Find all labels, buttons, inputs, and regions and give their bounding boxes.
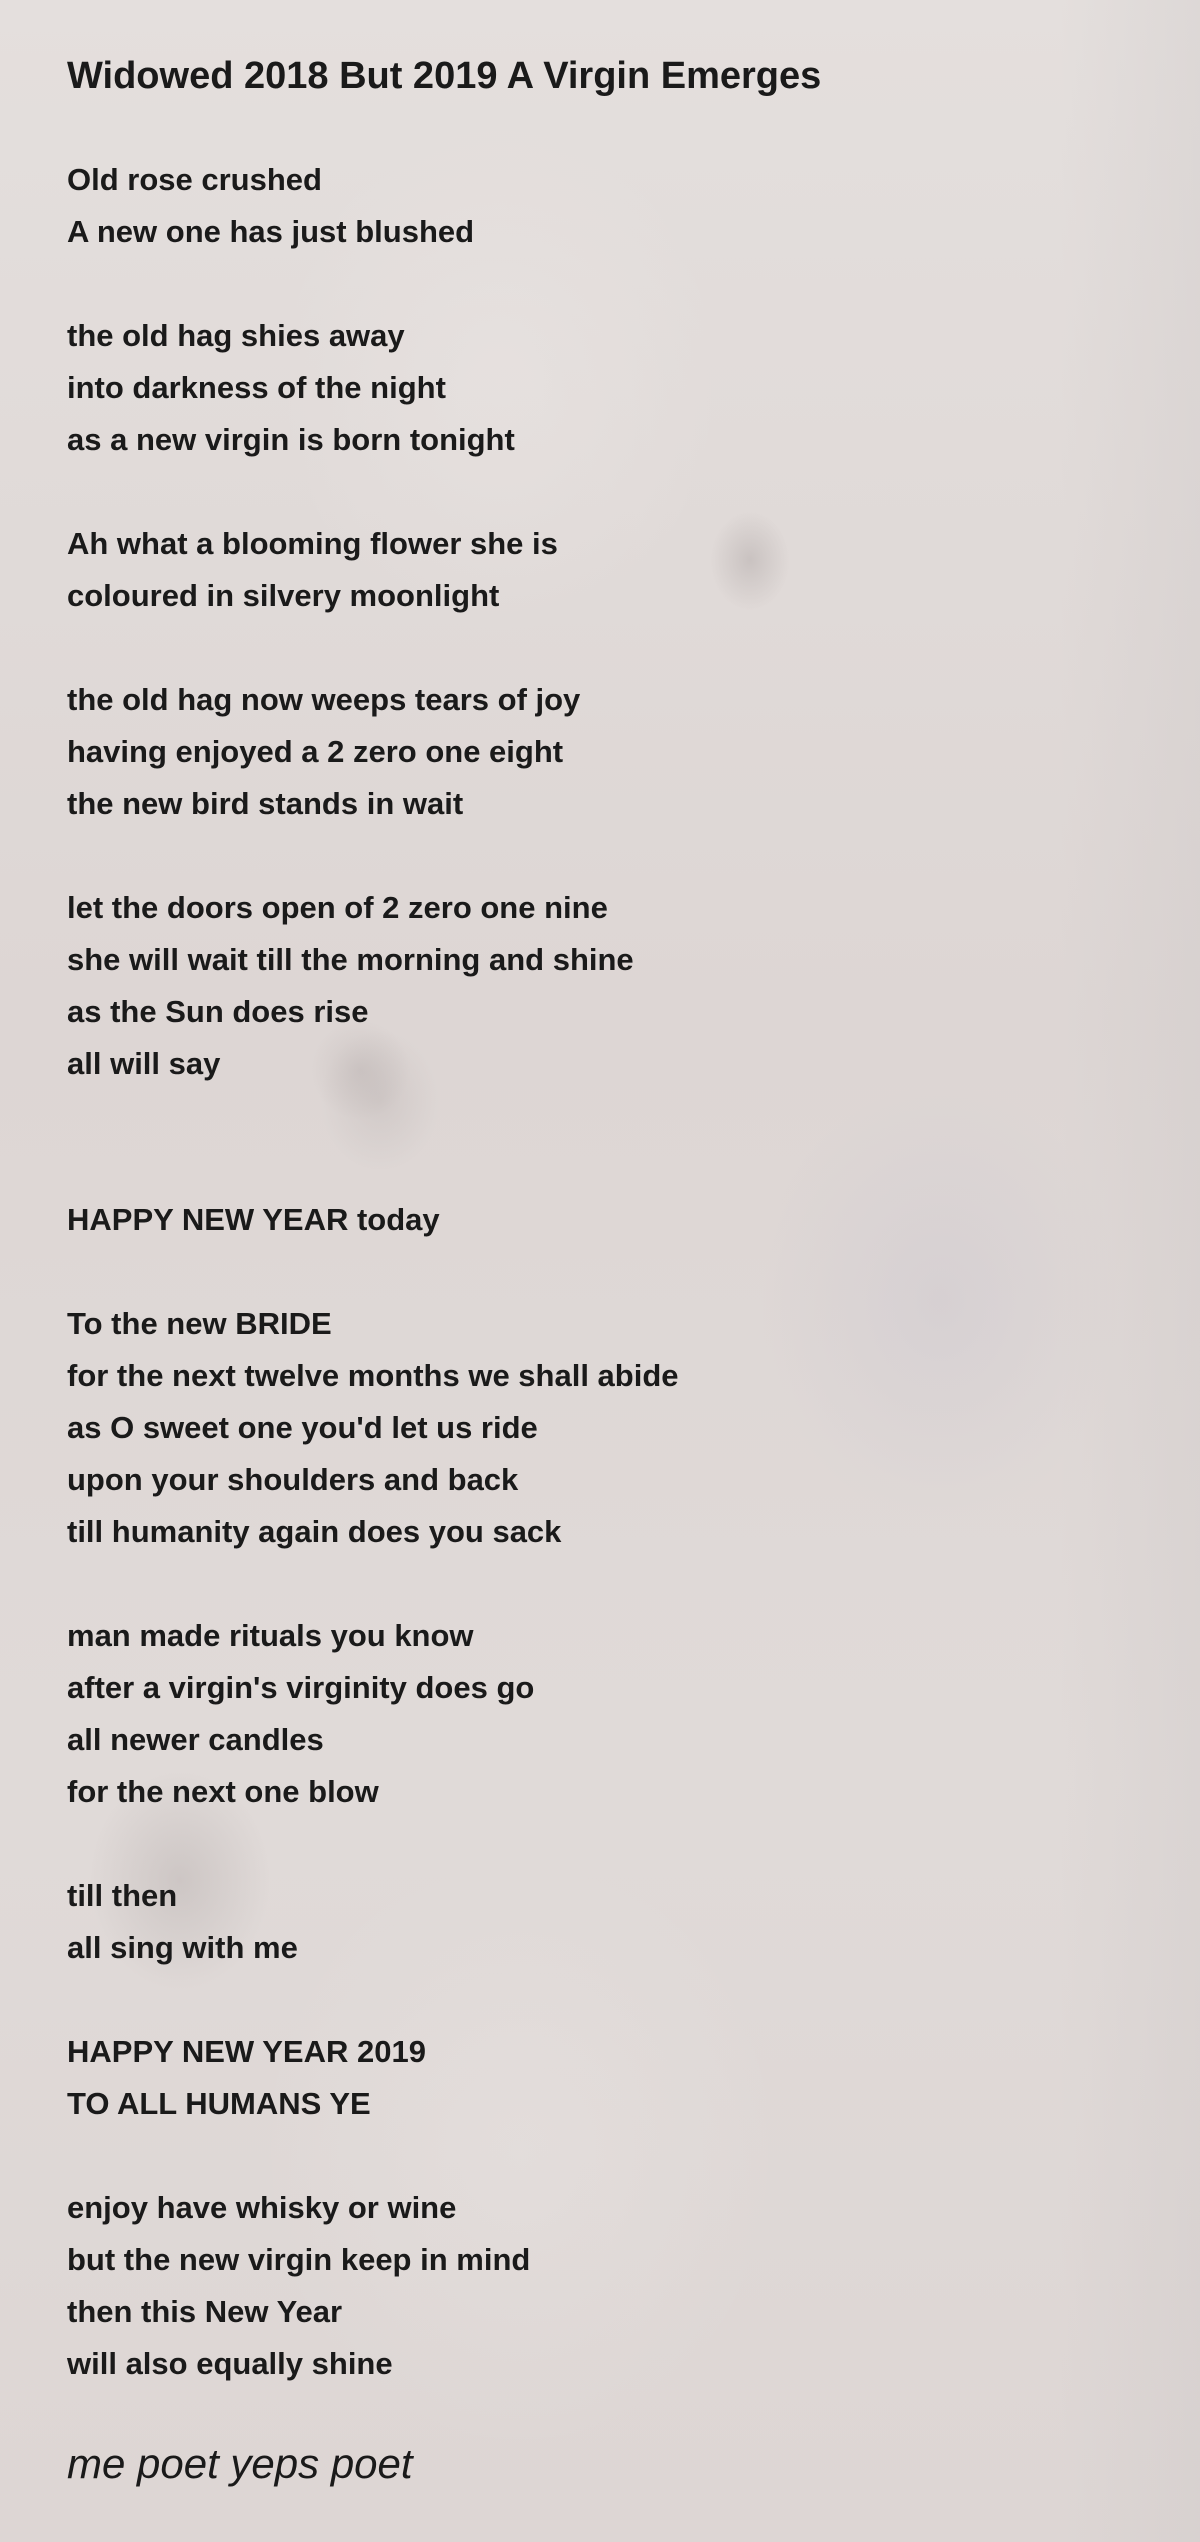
poem-line: upon your shoulders and back	[67, 1462, 519, 1497]
poem-line: after a virgin's virginity does go	[67, 1670, 535, 1705]
stanza-break	[67, 1974, 679, 2026]
poem-line: coloured in silvery moonlight	[67, 578, 500, 613]
stanza-break	[67, 830, 679, 882]
stanza-break	[67, 622, 679, 674]
poem-line: man made rituals you know	[67, 1618, 474, 1653]
background-texture	[1060, 0, 1200, 2542]
poem-author: me poet yeps poet	[67, 2440, 413, 2487]
stanza-break	[67, 1558, 679, 1610]
poem-body	[67, 154, 679, 2390]
poem-line: HAPPY NEW YEAR today	[67, 1202, 440, 1237]
stanza-break	[67, 2130, 679, 2182]
poem-line: all newer candles	[67, 1722, 324, 1757]
poem	[67, 52, 1127, 2381]
poem-line: for the next one blow	[67, 1774, 379, 1809]
poem-line: To the new BRIDE	[67, 1306, 332, 1341]
poem-line: into darkness of the night	[67, 370, 446, 405]
poem-line: then this New Year	[67, 2294, 343, 2329]
poem-line: HAPPY NEW YEAR 2019	[67, 2034, 426, 2069]
poem-line: all will say	[67, 1046, 221, 1081]
poem-line: but the new virgin keep in mind	[67, 2242, 531, 2277]
poem-line: having enjoyed a 2 zero one eight	[67, 734, 564, 769]
poem-line: let the doors open of 2 zero one nine	[67, 890, 608, 925]
stanza-break	[67, 1142, 679, 1194]
poem-line: enjoy have whisky or wine	[67, 2190, 457, 2225]
poem-line: the new bird stands in wait	[67, 786, 464, 821]
poem-line: as the Sun does rise	[67, 994, 369, 1029]
poem-line: TO ALL HUMANS YE	[67, 2086, 371, 2121]
poem-line: Old rose crushed	[67, 162, 322, 197]
poem-line: the old hag now weeps tears of joy	[67, 682, 581, 717]
stanza-break	[67, 1818, 679, 1870]
stanza-break	[67, 466, 679, 518]
poem-line: all sing with me	[67, 1930, 298, 1965]
poem-line: A new one has just blushed	[67, 214, 475, 249]
poem-line: she will wait till the morning and shine	[67, 942, 634, 977]
poem-line: as O sweet one you'd let us ride	[67, 1410, 538, 1445]
poem-line: the old hag shies away	[67, 318, 405, 353]
poem-line: for the next twelve months we shall abide	[67, 1358, 679, 1393]
poem-line: will also equally shine	[67, 2346, 393, 2381]
poem-line: Ah what a blooming flower she is	[67, 526, 558, 561]
poem-title: Widowed 2018 But 2019 A Virgin Emerges	[67, 55, 822, 97]
poem-line: as a new virgin is born tonight	[67, 422, 515, 457]
stanza-break	[67, 258, 679, 310]
poem-line: till then	[67, 1878, 178, 1913]
poem-line: till humanity again does you sack	[67, 1514, 562, 1549]
stanza-break	[67, 1090, 679, 1142]
stanza-break	[67, 1246, 679, 1298]
